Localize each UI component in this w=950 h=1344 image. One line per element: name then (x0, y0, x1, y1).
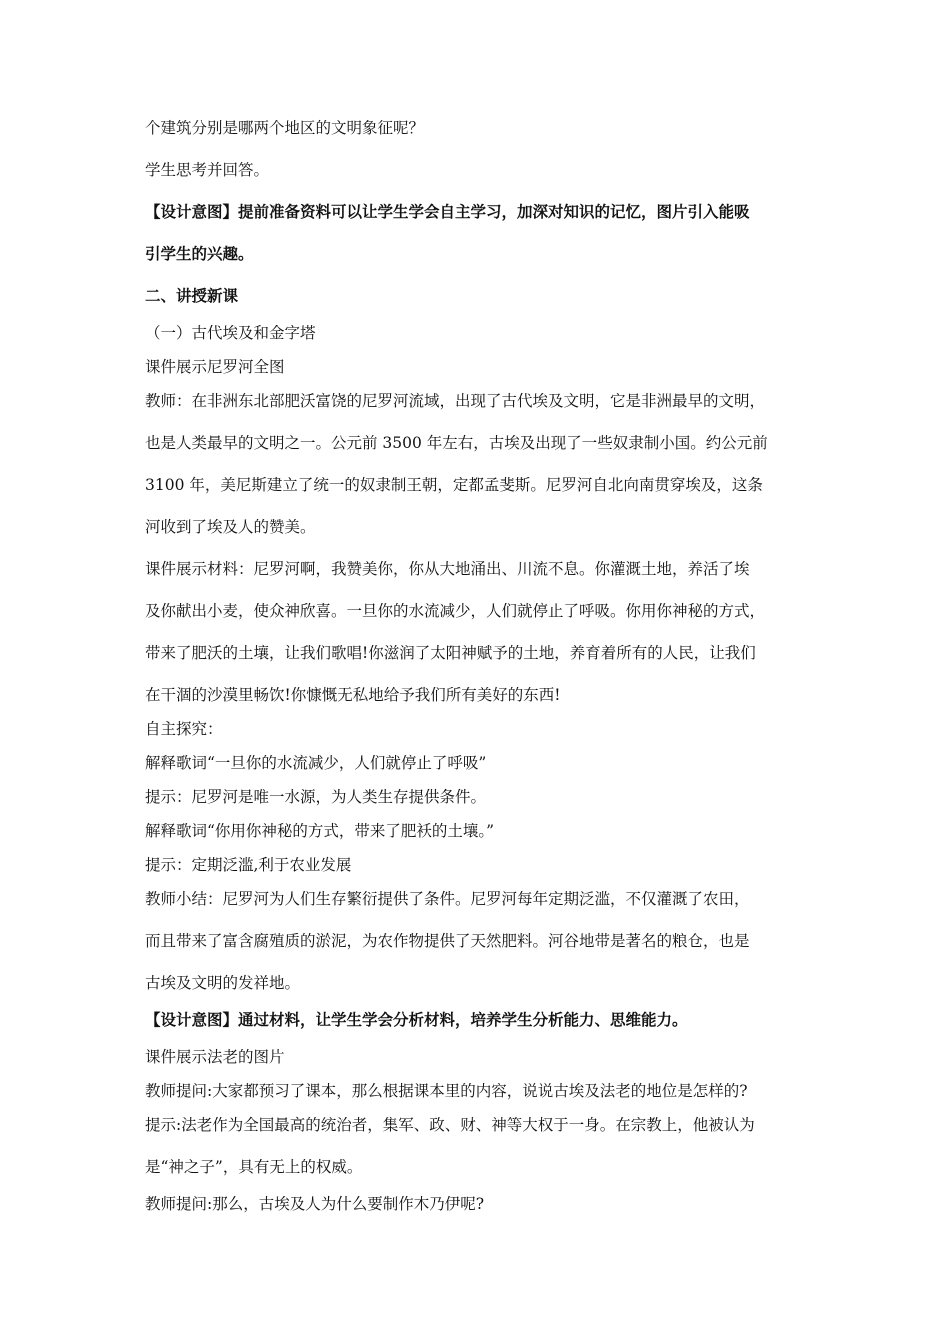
teacher-paragraph-line-3: 3100 年，美尼斯建立了统一的奴隶制王朝，定都孟斐斯。尼罗河自北向南贯穿埃及，这条 (145, 476, 763, 494)
teacher-paragraph-line-2: 也是人类最早的文明之一。公元前 3500 年左右，古埃及出现了一些奴隶制小国。约公元前 (145, 434, 768, 452)
text-line-7: 课件展示尼罗河全图 (145, 358, 285, 376)
hint-1: 提示：尼罗河是唯一水源，为人类生存提供条件。 (145, 788, 487, 806)
material-paragraph-line-4: 在干涸的沙漠里畅饮!你慷慨无私地给予我们所有美好的东西! (145, 686, 561, 704)
material-paragraph-line-3: 带来了肥沃的土壤，让我们歌唱!你滋润了太阳神赋予的土地，养育着所有的人民，让我们 (145, 644, 756, 662)
section-heading: 二、讲授新课 (145, 286, 239, 305)
hint-2: 提示：定期泛滥,利于农业发展 (145, 856, 352, 874)
material-paragraph-line-1: 课件展示材料：尼罗河啊，我赞美你，你从大地涌出、川流不息。你灌溉土地，养活了埃 (145, 560, 750, 578)
material-paragraph-line-2: 及你献出小麦，使众神欣喜。一旦你的水流减少，人们就停止了呼吸。你用你神秘的方式， (145, 602, 766, 620)
summary-paragraph-line-1: 教师小结：尼罗河为人们生存繁衍提供了条件。尼罗河每年定期泛滥，不仅灌溉了农田， (145, 890, 750, 908)
text-line-25: 课件展示法老的图片 (145, 1048, 285, 1066)
subsection-heading: （一）古代埃及和金字塔 (145, 324, 316, 342)
summary-paragraph-line-2: 而且带来了富含腐殖质的淤泥，为农作物提供了天然肥料。河谷地带是著名的粮仓，也是 (145, 932, 750, 950)
design-intent-line-1: 【设计意图】提前准备资料可以让学生学会自主学习，加深对知识的记忆，图片引入能吸 (145, 202, 750, 221)
document-page (145, 118, 810, 1214)
teacher-paragraph-line-4: 河收到了埃及人的赞美。 (145, 518, 316, 536)
self-study-heading: 自主探究： (145, 720, 223, 738)
hint-3-line-2: 是“神之子”，具有无上的权威。 (145, 1158, 363, 1176)
text-line-1: 个建筑分别是哪两个地区的文明象征呢？ (145, 119, 425, 137)
lyric-question-2: 解释歌词“你用你神秘的方式，带来了肥袄的土壤。” (145, 822, 495, 840)
teacher-question-2: 教师提问:那么，古埃及人为什么要制作木乃伊呢? (145, 1195, 485, 1213)
summary-paragraph-line-3: 古埃及文明的发祥地。 (145, 974, 301, 992)
teacher-paragraph-line-1: 教师：在非洲东北部肥沃富饶的尼罗河流域，出现了古代埃及文明，它是非洲最早的文明， (145, 392, 766, 410)
design-intent-line-3: 【设计意图】通过材料，让学生学会分析材料，培养学生分析能力、思维能力。 (145, 1010, 688, 1029)
teacher-question-1: 教师提问:大家都预习了课本，那么根据课本里的内容，说说古埃及法老的地位是怎样的? (145, 1082, 748, 1100)
hint-3-line-1: 提示:法老作为全国最高的统治者，集军、政、财、神等大权于一身。在宗教上，他被认为 (145, 1116, 755, 1134)
text-line-2: 学生思考并回答。 (145, 161, 270, 179)
design-intent-line-2: 引学生的兴趣。 (145, 244, 254, 263)
lyric-question-1: 解释歌词“一旦你的水流减少，人们就停止了呼吸” (145, 754, 487, 772)
